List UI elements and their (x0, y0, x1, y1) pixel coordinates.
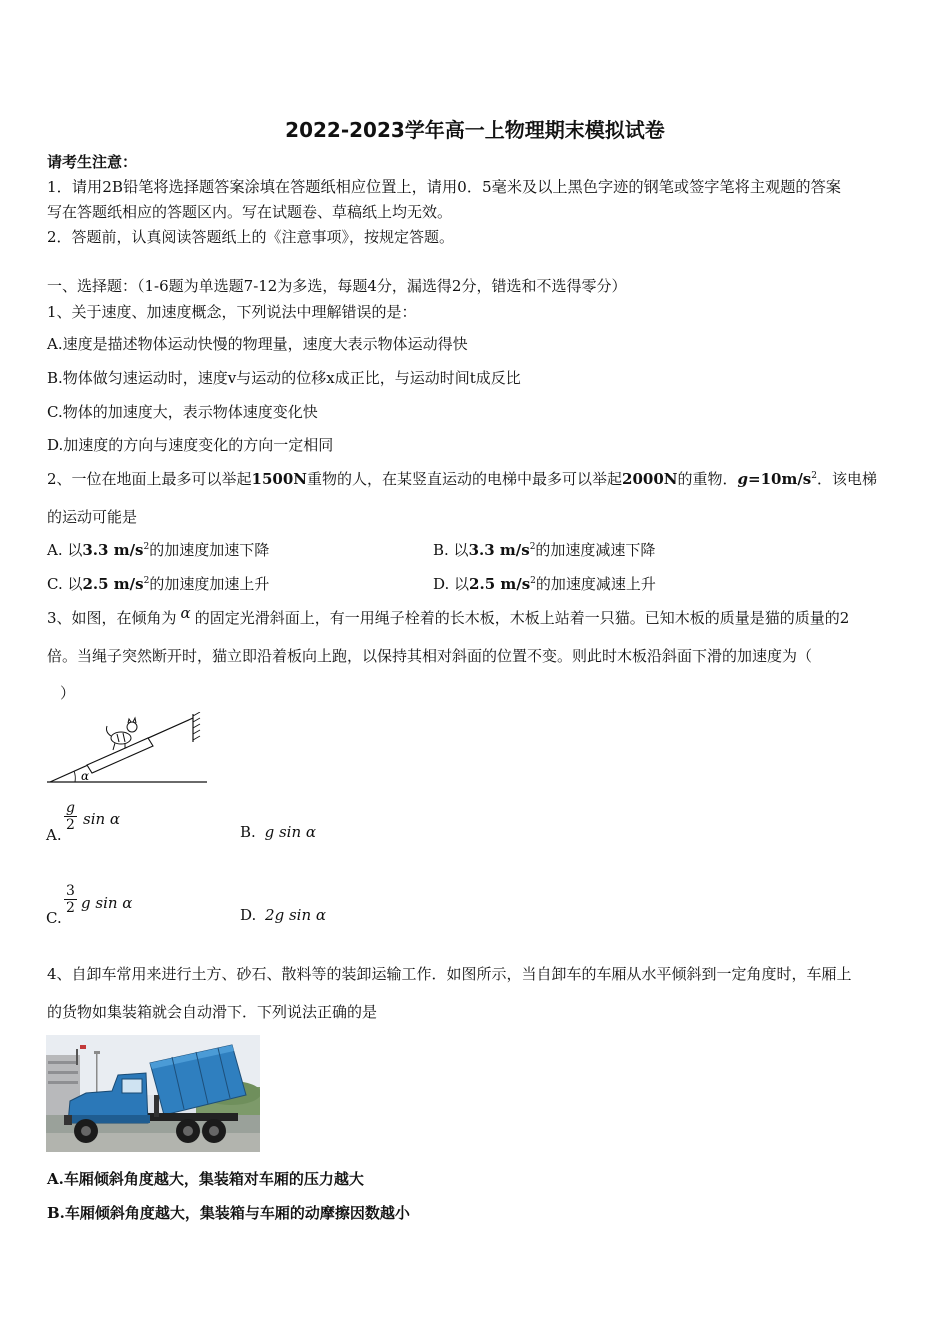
q2-a-value: 3.3 m/s (82, 541, 144, 559)
q3-d-expression: 2g sin α (265, 906, 327, 924)
q3-a-denominator: 2 (66, 817, 75, 833)
q3-option-b (240, 823, 316, 841)
q2-b-suffix: 的加速度减速下降 (535, 541, 656, 559)
q2-d-sup: 2 (530, 576, 536, 586)
q2-d-prefix: D. 以 (433, 575, 470, 593)
q2-b-value: 3.3 m/s (468, 541, 530, 559)
q2-value-2000n: 2000N (622, 470, 678, 488)
q3-a-fraction (64, 800, 77, 833)
q2-option-c (47, 574, 269, 594)
q3-a-label: A. (46, 826, 62, 844)
q2-c-prefix: C. 以 (47, 575, 83, 593)
q2-b-prefix: B. 以 (433, 541, 469, 559)
q3-c-label: C. (46, 909, 62, 927)
q3-b-expression: g sin α (264, 823, 317, 841)
section-heading: 一、选择题：（1-6题为单选题7-12为多选，每题4分，漏选得2分，错选和不选得零分） (47, 277, 627, 295)
q4-stem-line1: 4、自卸车常用来进行土方、砂石、散料等的装卸运输工作．如图所示，当自卸车的车厢从水平倾斜到一定角度时，车厢上 (47, 965, 852, 983)
q1-option-d: D.加速度的方向与速度变化的方向一定相同 (47, 436, 334, 454)
q2-stem-line2: 的运动可能是 (47, 508, 138, 526)
q3-b-label: B. (240, 823, 256, 841)
q3-text: 3、如图，在倾角为 (47, 609, 177, 627)
q2-stem-line1 (47, 469, 877, 489)
q2-value-1500n: 1500N (251, 470, 308, 488)
notice-item-2: 2．答题前，认真阅读答题纸上的《注意事项》，按规定答题。 (47, 228, 455, 246)
dump-truck-photo (46, 1035, 260, 1152)
q2-a-sup: 2 (143, 542, 150, 552)
q3-a-numerator: g (66, 800, 75, 816)
q2-g-symbol: g (737, 470, 749, 488)
q3-stem-line2: 倍。当绳子突然断开时，猫立即沿着板向上跑，以保持其相对斜面的位置不变。则此时木板沿斜面下滑的加速度为（ (47, 647, 813, 665)
q2-text: 的重物． (677, 470, 738, 488)
q2-text: 2、一位在地面上最多可以举起 (47, 470, 252, 488)
q4-stem-line2: 的货物如集装箱就会自动滑下．下列说法正确的是 (47, 1003, 378, 1021)
q3-a-expression: sin α (83, 810, 121, 828)
notice-item-1b: 写在答题纸相应的答题区内。写在试题卷、草稿纸上均无效。 (47, 203, 453, 221)
q2-c-sup: 2 (143, 576, 150, 586)
q2-option-b (433, 540, 655, 560)
q4-option-a: A.车厢倾斜角度越大，集装箱对车厢的压力越大 (47, 1170, 364, 1188)
q3-text: 的固定光滑斜面上，有一用绳子栓着的长木板，木板上站着一只猫。已知木板的质量是猫的质量的2 (194, 609, 850, 627)
q2-superscript: 2 (811, 471, 817, 481)
q2-a-prefix: A. 以 (47, 541, 83, 559)
q3-option-d (240, 906, 326, 924)
q3-c-fraction (64, 883, 77, 916)
q2-d-value: 2.5 m/s (469, 575, 531, 593)
q2-d-suffix: 的加速度减速上升 (535, 575, 656, 593)
notice-item-1a: 1．请用2B铅笔将选择题答案涂填在答题纸相应位置上，请用0．5毫米及以上黑色字迹的钢笔或签字笔将主观题的答案 (47, 178, 841, 196)
q2-c-suffix: 的加速度加速上升 (149, 575, 270, 593)
notice-heading: 请考生注意： (47, 153, 138, 171)
q3-stem-line3: ） (60, 684, 76, 702)
q2-a-suffix: 的加速度加速下降 (149, 541, 270, 559)
q2-text: ．该电梯 (817, 470, 878, 488)
page-title: 2022-2023学年高一上物理期末模拟试卷 (285, 118, 665, 142)
q2-b-sup: 2 (529, 542, 536, 552)
q1-stem: 1、关于速度、加速度概念，下列说法中理解错误的是： (47, 303, 417, 321)
q3-c-denominator: 2 (66, 900, 75, 916)
q2-text: 重物的人，在某竖直运动的电梯中最多可以举起 (307, 470, 623, 488)
q1-option-c: C.物体的加速度大，表示物体速度变化快 (47, 403, 318, 421)
q3-stem-line1 (47, 604, 850, 628)
q1-option-a: A.速度是描述物体运动快慢的物理量，速度大表示物体运动得快 (47, 335, 468, 353)
q1-option-b: B.物体做匀速运动时，速度v与运动的位移x成正比，与运动时间t成反比 (47, 369, 521, 387)
q4-option-b: B.车厢倾斜角度越大，集装箱与车厢的动摩擦因数越小 (47, 1204, 410, 1222)
q3-c-expression: g sin α (81, 894, 133, 912)
q2-c-value: 2.5 m/s (82, 575, 144, 593)
q3-alpha-symbol: α (180, 604, 191, 622)
q2-option-a (47, 540, 269, 560)
q3-d-label: D. (240, 906, 257, 924)
q3-c-numerator: 3 (66, 883, 75, 899)
q2-g-value: =10m/s (748, 470, 812, 488)
q2-option-d (433, 574, 656, 594)
incline-alpha-label: α (81, 769, 90, 783)
incline-cat-diagram (45, 712, 210, 788)
